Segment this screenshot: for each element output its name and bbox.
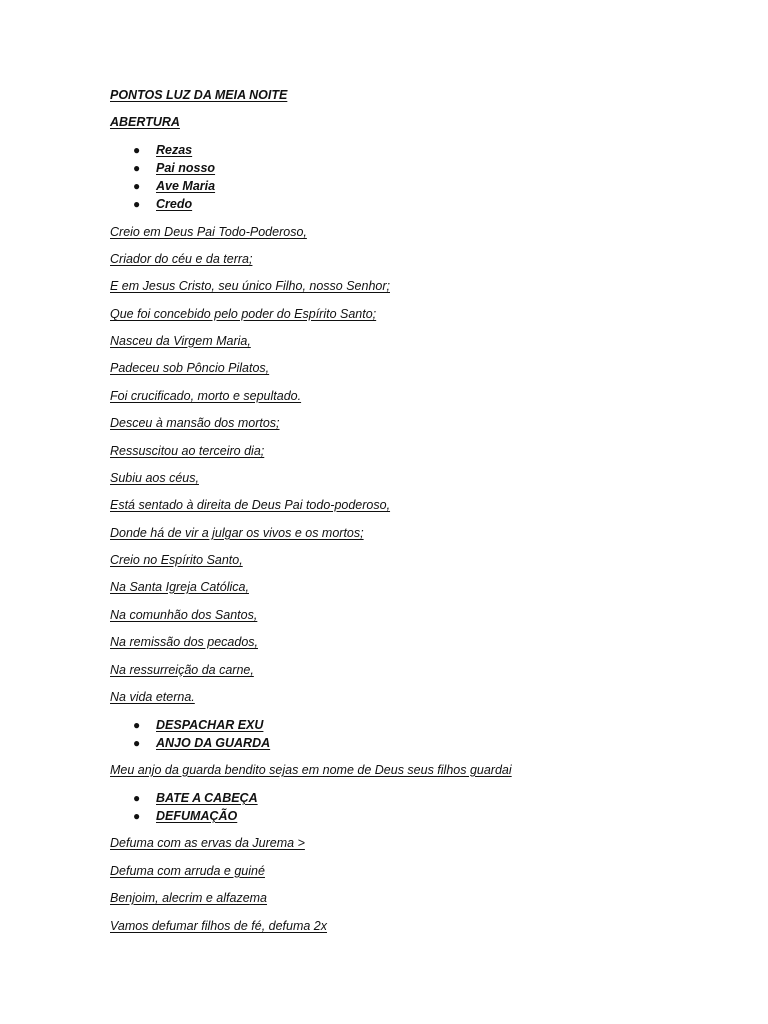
text-line: Desceu à mansão dos mortos;	[110, 416, 280, 430]
text-line: Criador do céu e da terra;	[110, 252, 253, 266]
text-line: Na comunhão dos Santos,	[110, 608, 258, 622]
bullet-icon: ●	[133, 791, 141, 805]
text-line: E em Jesus Cristo, seu único Filho, nosso Senhor;	[110, 279, 390, 293]
bullet-icon: ●	[133, 161, 141, 175]
text-line: Nasceu da Virgem Maria,	[110, 334, 251, 348]
bullet-icon: ●	[133, 179, 141, 193]
document-page: PONTOS LUZ DA MEIA NOITE ABERTURA ● Rezas ● Pai nosso ● Ave Maria ● Credo Creio em Deus Pai Todo-Poderoso, Criador do céu e da terra; E em Jesus Cristo, seu único Filho, nosso Senhor; Que foi concebido pelo poder do Espírito Santo; Nasceu da Virgem Maria, Padeceu sob Pôncio Pilatos, Foi crucificado, morto e sepultado. Desceu à mansão dos mortos; Ressuscitou ao terceiro dia; Subiu aos céus, Está sentado à direita de Deus Pai todo-poderoso, Donde há de vir a julgar os vivos e os mortos; Creio no Espírito Santo, Na Santa Igreja Católica, Na comunhão dos Santos, Na remissão dos pecados, Na ressurreição da carne, Na vida eterna. ● DESPACHAR EXU ● ANJO DA GUARDA Meu anjo da guarda bendito sejas em nome de Deus seus filhos guardai ● BATE A CABEÇA ● DEFUMAÇÃO Defuma com as ervas da Jurema > Defuma com arruda e guiné Benjoim, alecrim e alfazema Vamos defumar filhos de fé, defuma 2x	[110, 88, 512, 933]
bullet-icon: ●	[133, 197, 141, 211]
text-line: Subiu aos céus,	[110, 471, 199, 485]
text-line: Que foi concebido pelo poder do Espírito Santo;	[110, 307, 377, 321]
text-line: Meu anjo da guarda bendito sejas em nome de Deus seus filhos guardai	[110, 763, 512, 777]
bullet-icon: ●	[133, 736, 141, 750]
text-line: Creio no Espírito Santo,	[110, 553, 243, 567]
text-line: Foi crucificado, morto e sepultado.	[110, 389, 302, 403]
text-line: Ressuscitou ao terceiro dia;	[110, 444, 265, 458]
text-line: Na remissão dos pecados,	[110, 635, 258, 649]
bullet-icon: ●	[133, 809, 141, 823]
text-line: Donde há de vir a julgar os vivos e os mortos;	[110, 526, 364, 540]
text-line: Está sentado à direita de Deus Pai todo-poderoso,	[110, 498, 391, 512]
text-line: Creio em Deus Pai Todo-Poderoso,	[110, 225, 307, 239]
text-line: Na Santa Igreja Católica,	[110, 580, 249, 594]
text-line: Na ressurreição da carne,	[110, 663, 254, 677]
bullet-icon: ●	[133, 143, 141, 157]
text-line: Na vida eterna.	[110, 690, 195, 704]
text-line: Benjoim, alecrim e alfazema	[110, 891, 268, 905]
text-line: Padeceu sob Pôncio Pilatos,	[110, 361, 270, 375]
bullet-icon: ●	[133, 718, 141, 732]
text-line: Vamos defumar filhos de fé, defuma 2x	[110, 919, 328, 933]
section-heading-abertura: ABERTURA	[110, 115, 180, 129]
text-line: Defuma com arruda e guiné	[110, 864, 265, 878]
text-line: Defuma com as ervas da Jurema >	[110, 836, 305, 850]
doc-title: PONTOS LUZ DA MEIA NOITE	[110, 88, 288, 102]
